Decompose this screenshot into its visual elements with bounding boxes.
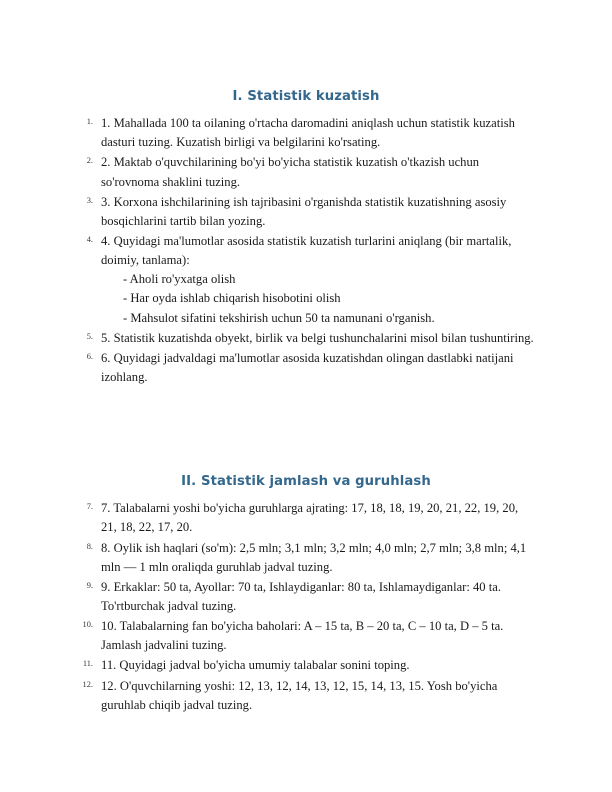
list-item-text: 11. Quyidagi jadval bo'yicha umumiy talabalar sonini toping. [101, 658, 410, 673]
list-item-text: 4. Quyidagi ma'lumotlar asosida statistik kuzatish turlarini aniqlang (bir martalik, doimiy, tanlama): [101, 234, 512, 268]
list-item [75, 232, 537, 328]
list-marker: 4. [86, 235, 93, 244]
list-marker: 10. [82, 620, 93, 630]
list-marker: 5. [86, 331, 93, 341]
list-item-text: 9. Erkaklar: 50 ta, Ayollar: 70 ta, Ishlaydiganlar: 80 ta, Ishlamaydiganlar: 40 ta. To'rtburchak jadval tuzing. [101, 579, 501, 613]
list-item [75, 499, 537, 537]
sub-bullet-item: - Mahsulot sifatini tekshirish uchun 50 ta namunani o'rganish. [123, 310, 435, 325]
question-list-2 [75, 499, 537, 715]
section-heading-1: I. Statistik kuzatish [232, 89, 380, 104]
list-item [75, 329, 537, 348]
list-item-text: 6. Quyidagi jadvaldagi ma'lumotlar asosida kuzatishdan olingan dastlabki natijani izohlang. [101, 350, 514, 384]
list-marker: 1. [86, 117, 93, 127]
list-marker: 6. [86, 351, 93, 361]
list-item-text: 10. Talabalarning fan bo'yicha baholari: A – 15 ta, B – 20 ta, C – 10 ta, D – 5 ta. Jamlash jadvalini tuzing. [101, 619, 504, 653]
list-item [75, 193, 537, 231]
list-marker: 7. [86, 502, 93, 512]
sub-bullet-item: - Har oyda ishlab chiqarish hisobotini olish [123, 291, 341, 306]
section-statistik-jamlash-va-guruhlash [75, 473, 537, 715]
list-item [75, 153, 537, 191]
section-heading-2: II. Statistik jamlash va guruhlash [181, 474, 431, 490]
list-item-text: 7. Talabalarni yoshi bo'yicha guruhlarga ajrating: 17, 18, 18, 19, 20, 21, 22, 19, 20, 21, 18, 22, 17, 20. [101, 501, 519, 535]
sub-bullet-list [101, 270, 537, 327]
list-marker: 3. [86, 195, 93, 205]
list-marker: 2. [86, 156, 93, 166]
list-marker: 11. [82, 659, 93, 669]
list-item-text: 8. Oylik ish haqlari (so'm): 2,5 mln; 3,1 mln; 3,2 mln; 4,0 mln; 2,7 mln; 3,8 mln; 4,1 mln — 1 mln oraliqda guruhlab jadval tuzing. [101, 540, 527, 574]
question-list-1 [75, 114, 537, 387]
list-item [75, 539, 537, 577]
list-item-text: 12. O'quvchilarning yoshi: 12, 13, 12, 14, 13, 12, 15, 14, 13, 15. Yosh bo'yicha guruhlab chiqib jadval tuzing. [101, 678, 498, 712]
list-marker: 12. [82, 679, 93, 689]
list-item [75, 114, 537, 152]
list-item [75, 617, 537, 655]
list-item-text: 5. Statistik kuzatishda obyekt, birlik va belgi tushunchalarini misol bilan tushuntiring. [101, 330, 534, 345]
list-item-text: 1. Mahallada 100 ta oilaning o'rtacha daromadini aniqlash uchun statistik kuzatish dasturi tuzing. Kuzatish birligi va belgilarini ko'rsating. [101, 116, 515, 150]
list-item-text: 2. Maktab o'quvchilarining bo'yi bo'yicha statistik kuzatish o'tkazish uchun so'rovnoma shaklini tuzing. [101, 155, 480, 189]
sub-bullet-item: - Aholi ro'yxatga olish [123, 272, 236, 287]
section-statistik-kuzatish [75, 88, 537, 387]
list-item [75, 349, 537, 387]
list-marker: 8. [86, 541, 93, 551]
list-item-text: 3. Korxona ishchilarining ish tajribasini o'rganishda statistik kuzatishning asosiy bosqichlarini tartib bilan yozing. [101, 194, 507, 228]
list-item [75, 677, 537, 715]
list-item [75, 578, 537, 616]
list-item [75, 656, 537, 675]
list-marker: 9. [86, 580, 93, 590]
